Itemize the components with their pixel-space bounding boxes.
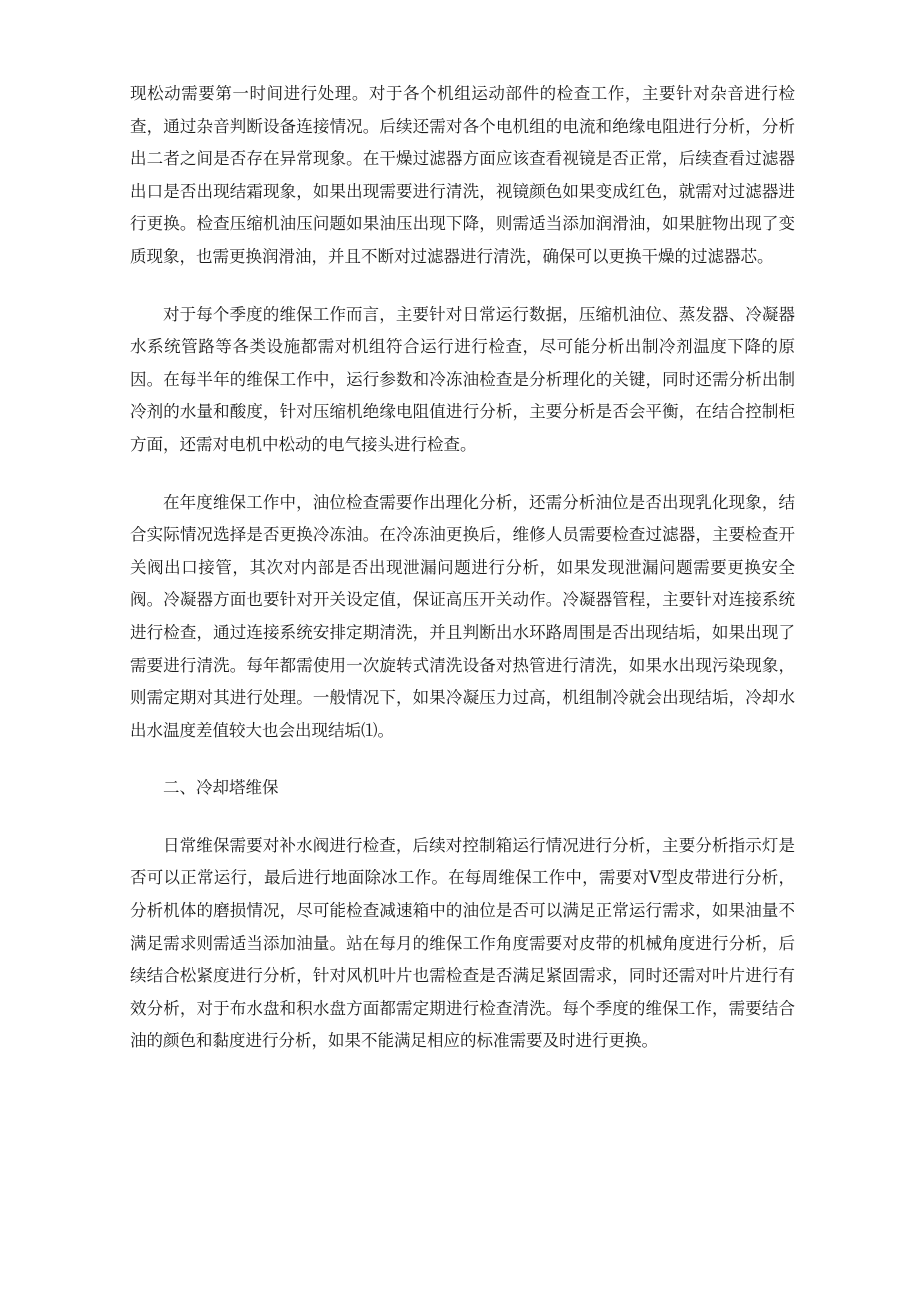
paragraph-quarterly-maintenance: 对于每个季度的维保工作而言，主要针对日常运行数据，压缩机油位、蒸发器、冷凝器水系统管路等各类设施都需对机组符合运行进行检查，尽可能分析出制冷剂温度下降的原因。在每半年的维保工作中，运行参数和冷冻油检查是分析理化的关键，同时还需分析出制冷剂的水量和酸度，针对压缩机绝缘电阻值进行分析，主要分析是否会平衡，在结合控制柜方面，还需对电机中松动的电气接头进行检查。 <box>130 304 795 454</box>
paragraph-cooling-tower-maintenance: 日常维保需要对补水阀进行检查，后续对控制箱运行情况进行分析，主要分析指示灯是否可以正常运行，最后进行地面除冰工作。在每周维保工作中，需要对Ⅴ型皮带进行分析，分析机体的磨损情况，尽可能检查减速箱中的油位是否可以满足正常运行需求，如果油量不满足需求则需适当添加油量。站在每月的维保工作角度需要对皮带的机械角度进行分析，后续结合松紧度进行分析，针对风机叶片也需检查是否满足紧固需求，同时还需对叶片进行有效分析，对于布水盘和积水盘方面都需定期进行检查清洗。每个季度的维保工作，需要结合油的颜色和黏度进行分析，如果不能满足相应的标准需要及时进行更换。 <box>130 835 795 1051</box>
paragraph-annual-maintenance: 在年度维保工作中，油位检查需要作出理化分析，还需分析油位是否出现乳化现象，结合实际情况选择是否更换冷冻油。在冷冻油更换后，维修人员需要检查过滤器，主要检查开关阀出口接管，其次对内部是否出现泄漏问题进行分析，如果发现泄漏问题需要更换安全阀。冷凝器方面也要针对开关设定值，保证高压开关动作。冷凝器管程，主要针对连接系统进行检查，通过连接系统安排定期清洗，并且判断出水环路周围是否出现结垢，如果出现了需要进行清洗。每年都需使用一次旋转式清洗设备对热管进行清洗，如果水出现污染现象，则需定期对其进行处理。一般情况下，如果冷凝压力过高，机组制冷就会出现结垢，冷却水出水温度差值较大也会出现结垢⑴。 <box>130 492 795 740</box>
section-heading: 二、冷却塔维保 <box>163 778 279 798</box>
document-body <box>130 78 795 1058</box>
paragraph-continuation: 现松动需要第一时间进行处理。对于各个机组运动部件的检查工作，主要针对杂音进行检查，通过杂音判断设备连接情况。后续还需对各个电机组的电流和绝缘电阻进行分析，分析出二者之间是否存在异常现象。在干燥过滤器方面应该查看视镜是否正常，后续查看过滤器出口是否出现结霜现象，如果出现需要进行清洗，视镜颜色如果变成红色，就需对过滤器进行更换。检查压缩机油压问题如果油压出现下降，则需适当添加润滑油，如果脏物出现了变质现象，也需更换润滑油，并且不断对过滤器进行清洗，确保可以更换干燥的过滤器芯。 <box>130 84 795 266</box>
